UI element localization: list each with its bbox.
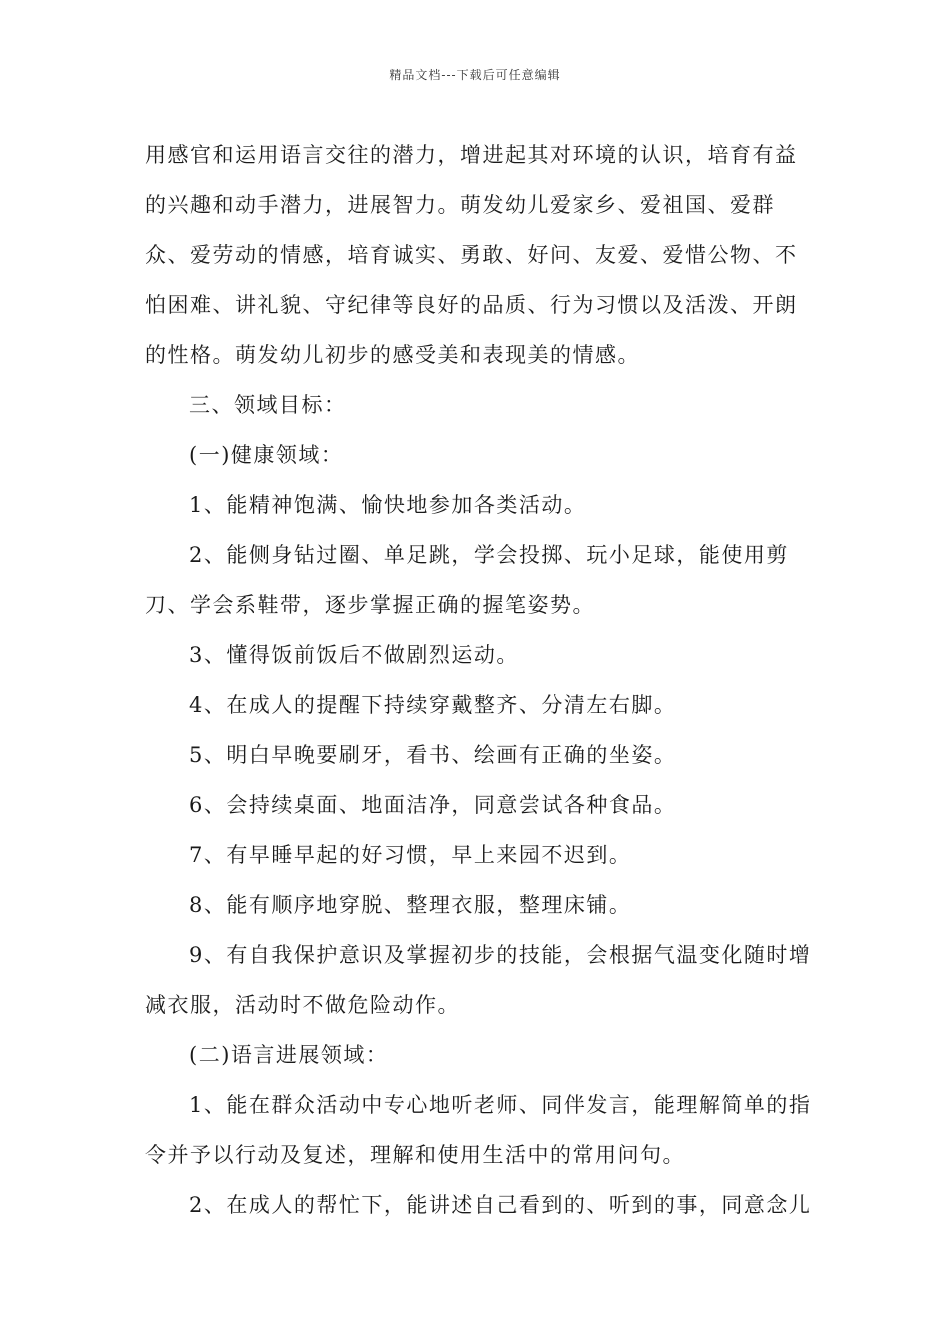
list-item: 6、会持续桌面、地面洁净，同意尝试各种食品。 <box>189 793 677 817</box>
list-item: 7、有早睡早起的好习惯，早上来园不迟到。 <box>189 843 632 867</box>
list-item: 1、能在群众活动中专心地听老师、同伴发言，能理解简单的指令并予以行动及复述，理解和使用生活中的常用问句。 <box>145 1093 812 1167</box>
section-heading-domain-goals: 三、领域目标： <box>189 393 347 417</box>
list-item: 3、懂得饭前饭后不做剧烈运动。 <box>189 643 519 667</box>
page-header: 精品文档---下载后可任意编辑 <box>389 68 561 82</box>
list-item: 2、能侧身钻过圈、单足跳，学会投掷、玩小足球，能使用剪刀、学会系鞋带，逐步掌握正确的握笔姿势。 <box>145 543 789 617</box>
list-item: 1、能精神饱满、愉快地参加各类活动。 <box>189 493 587 517</box>
list-item: 5、明白早晚要刷牙，看书、绘画有正确的坐姿。 <box>189 743 677 767</box>
paragraph-intro-continuation: 用感官和运用语言交往的潜力，增进起其对环境的认识，培育有益的兴趣和动手潜力，进展智力。萌发幼儿爱家乡、爱祖国、爱群众、爱劳动的情感，培育诚实、勇敢、好问、友爱、爱惜公物、不怕困难、讲礼貌、守纪律等良好的品质、行为习惯以及活泼、开朗的性格。萌发幼儿初步的感受美和表现美的情感。 <box>145 143 798 367</box>
list-item: 8、能有顺序地穿脱、整理衣服，整理床铺。 <box>189 893 632 917</box>
subsection-heading-language: (二)语言进展领域： <box>189 1043 389 1067</box>
list-item: 4、在成人的提醒下持续穿戴整齐、分清左右脚。 <box>189 693 677 717</box>
subsection-heading-health: (一)健康领域： <box>189 443 344 467</box>
document-body <box>145 130 813 1230</box>
list-item: 2、在成人的帮忙下，能讲述自己看到的、听到的事，同意念儿 <box>189 1193 812 1217</box>
list-item: 9、有自我保护意识及掌握初步的技能，会根据气温变化随时增减衣服，活动时不做危险动作。 <box>145 943 812 1017</box>
